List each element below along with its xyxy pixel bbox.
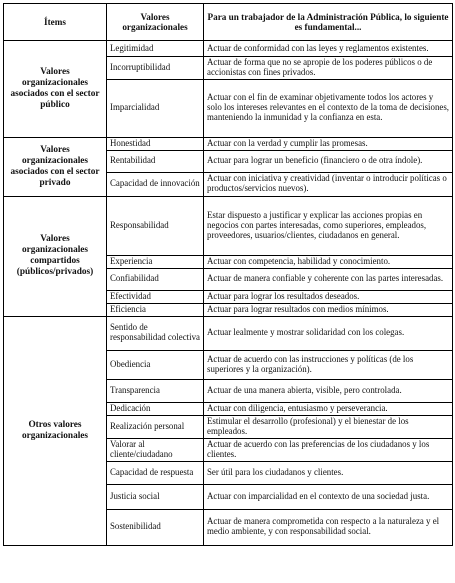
- value-name: Responsabilidad: [107, 196, 204, 255]
- header-description: Para un trabajador de la Administración Pública, lo siguiente es fundamental...: [204, 4, 453, 41]
- header-values: Valores organizacionales: [107, 4, 204, 41]
- value-description: Actuar de manera confiable y coherente con las partes interesadas.: [204, 268, 453, 290]
- value-name: Capacidad de innovación: [107, 172, 204, 196]
- header-items: Ítems: [4, 4, 107, 41]
- value-description: Actuar con el fin de examinar objetivamente todos los actores y solo los intereses relevantes en el contexto de la toma de decisiones, manteniendo la inmunidad y la confianza en esta.: [204, 79, 453, 137]
- value-description: Actuar con la verdad y cumplir las promesas.: [204, 137, 453, 150]
- value-name: Valorar al cliente/ciudadano: [107, 438, 204, 461]
- value-name: Imparcialidad: [107, 79, 204, 137]
- value-name: Dedicación: [107, 402, 204, 415]
- value-description: Actuar de forma que no se apropie de los poderes públicos o de accionistas con fines privados.: [204, 57, 453, 80]
- value-name: Experiencia: [107, 255, 204, 268]
- table-row: [4, 41, 453, 57]
- value-description: Actuar de una manera abierta, visible, pero controlada.: [204, 379, 453, 402]
- group-label: Valores organizacionales asociados con el sector público: [4, 41, 107, 138]
- value-name: Confiabilidad: [107, 268, 204, 290]
- value-name: Rentabilidad: [107, 150, 204, 172]
- value-name: Eficiencia: [107, 303, 204, 316]
- value-name: Honestidad: [107, 137, 204, 150]
- value-description: Actuar para lograr los resultados deseados.: [204, 290, 453, 303]
- values-table: [3, 3, 453, 546]
- value-description: Actuar con diligencia, entusiasmo y perseverancia.: [204, 402, 453, 415]
- value-name: Sentido de responsabilidad colectiva: [107, 316, 204, 350]
- group-label: Valores organizacionales compartidos (públicos/privados): [4, 196, 107, 316]
- value-description: Actuar para lograr un beneficio (financiero o de otra índole).: [204, 150, 453, 172]
- value-description: Actuar con competencia, habilidad y conocimiento.: [204, 255, 453, 268]
- value-description: Actuar con imparcialidad en el contexto de una sociedad justa.: [204, 484, 453, 509]
- value-description: Actuar con iniciativa y creatividad (inventar o introducir políticas o productos/servicios nuevos).: [204, 172, 453, 196]
- value-name: Justicia social: [107, 484, 204, 509]
- value-name: Sostenibilidad: [107, 509, 204, 545]
- value-description: Actuar para lograr resultados con medios mínimos.: [204, 303, 453, 316]
- header-row: [4, 4, 453, 41]
- value-name: Transparencia: [107, 379, 204, 402]
- value-description: Estar dispuesto a justificar y explicar las acciones propias en negocios con partes interesadas, como superiores, empleados, proveedores, usuarios/clientes, ciudadanos en general.: [204, 196, 453, 255]
- table-row: [4, 316, 453, 350]
- value-name: Legitimidad: [107, 41, 204, 57]
- value-description: Actuar lealmente y mostrar solidaridad con los colegas.: [204, 316, 453, 350]
- value-description: Actuar de conformidad con las leyes y reglamentos existentes.: [204, 41, 453, 57]
- group-label: Otros valores organizacionales: [4, 316, 107, 545]
- value-name: Realización personal: [107, 415, 204, 438]
- value-name: Capacidad de respuesta: [107, 461, 204, 484]
- table-row: [4, 137, 453, 150]
- value-description: Ser útil para los ciudadanos y clientes.: [204, 461, 453, 484]
- value-description: Actuar de acuerdo con las preferencias de los ciudadanos y los clientes.: [204, 438, 453, 461]
- table-row: [4, 196, 453, 255]
- value-name: Efectividad: [107, 290, 204, 303]
- value-description: Actuar de acuerdo con las instrucciones y políticas (de los superiores y la organización).: [204, 350, 453, 379]
- value-name: Incorruptibilidad: [107, 57, 204, 80]
- value-description: Estimular el desarrollo (profesional) y el bienestar de los empleados.: [204, 415, 453, 438]
- group-label: Valores organizacionales asociados con el sector privado: [4, 137, 107, 196]
- value-description: Actuar de manera comprometida con respecto a la naturaleza y el medio ambiente, y con responsabilidad social.: [204, 509, 453, 545]
- value-name: Obediencia: [107, 350, 204, 379]
